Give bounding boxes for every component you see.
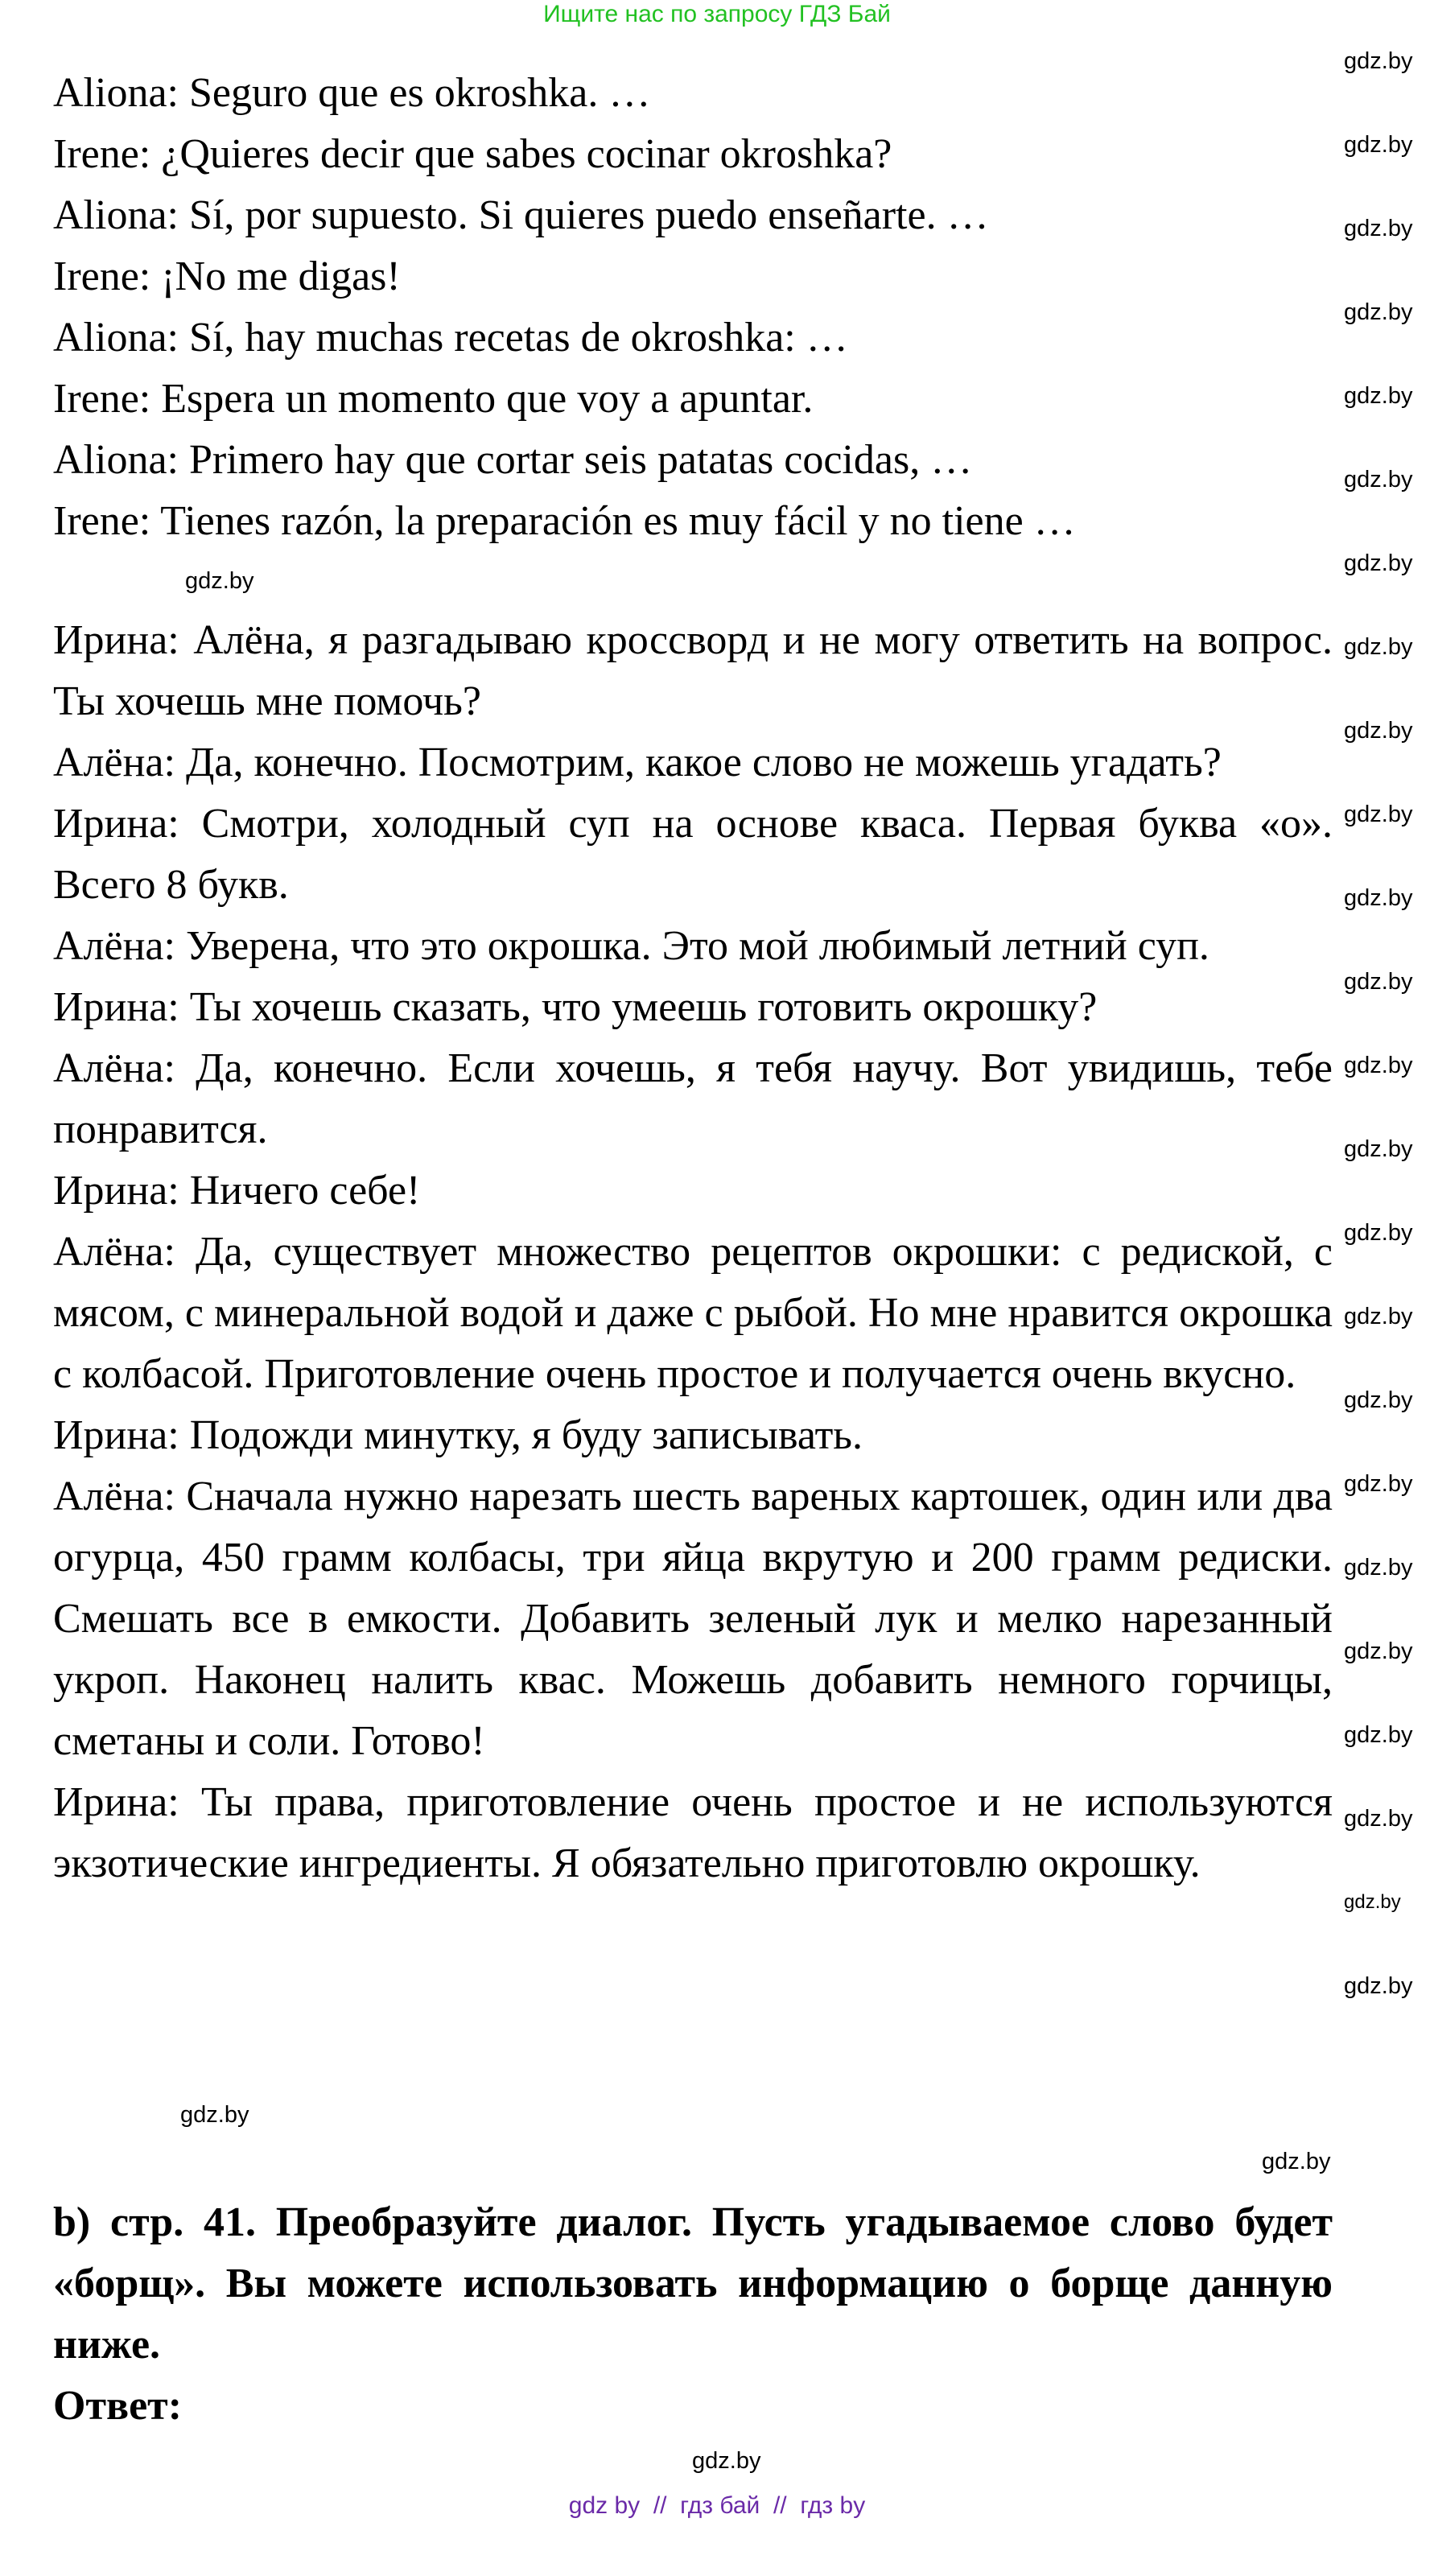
dialogue-line: Irene: Espera un momento que voy a apuntar.	[53, 376, 814, 422]
watermark: gdz.by	[1344, 1973, 1413, 1999]
task-section	[53, 2192, 1333, 2437]
watermark: gdz.by	[1344, 48, 1413, 74]
watermark: gdz.by	[1344, 1387, 1413, 1413]
watermark: gdz.by	[185, 568, 254, 594]
dialogue-line: Алёна: Да, конечно. Если хочешь, я тебя научу. Вот увидишь, тебе понравится.	[53, 1045, 1333, 1152]
watermark: gdz.by	[1344, 969, 1413, 995]
dialogue-line: Irene: ¡No me digas!	[53, 253, 401, 299]
dialogue-line: Ирина: Ты хочешь сказать, что умеешь готовить окрошку?	[53, 984, 1098, 1030]
watermark: gdz.by	[1344, 1471, 1413, 1497]
dialogue-line: Aliona: Sí, hay muchas recetas de okroshka: …	[53, 315, 848, 361]
watermark: gdz.by	[1344, 1891, 1401, 1913]
watermark: gdz.by	[180, 2102, 249, 2128]
watermark: gdz.by	[1344, 885, 1413, 911]
dialogue-line: Алёна: Да, конечно. Посмотрим, какое слово не можешь угадать?	[53, 740, 1222, 785]
watermark: gdz.by	[1344, 1638, 1413, 1664]
dialogue-line: Ирина: Алёна, я разгадываю кроссворд и не могу ответить на вопрос. Ты хочешь мне помочь?	[53, 617, 1333, 724]
search-hint-banner: Ищите нас по запросу ГДЗ Бай	[543, 1, 891, 27]
watermark: gdz.by	[1344, 1136, 1413, 1162]
dialogue-line: Алёна: Сначала нужно нарезать шесть вареных картошек, один или два огурца, 450 грамм колбасы, три яйца вкрутую и 200 грамм редиски. Смешать все в емкости. Добавить зеленый лук и мелко нарезанный укроп. Наконец налить квас. Можешь добавить немного горчицы, сметаны и соли. Готово!	[53, 1473, 1333, 1764]
watermark: gdz.by	[1344, 1053, 1413, 1078]
russian-dialogue	[53, 610, 1333, 1894]
task-instruction: b) стр. 41. Преобразуйте диалог. Пусть угадываемое слово будет «борщ». Вы можете использовать информацию о борще данную ниже.	[53, 2199, 1333, 2368]
dialogue-line: Ирина: Ты права, приготовление очень простое и не используются экзотические ингредиенты. Я обязательно приготовлю окрошку.	[53, 1779, 1333, 1886]
dialogue-line: Алёна: Да, существует множество рецептов окрошки: с редиской, с мясом, с минеральной водой и даже с рыбой. Но мне нравится окрошка с колбасой. Приготовление очень простое и получается очень вкусно.	[53, 1229, 1333, 1397]
watermark: gdz.by	[1344, 802, 1413, 827]
spanish-dialogue	[53, 63, 1333, 552]
dialogue-line: Ирина: Смотри, холодный суп на основе кваса. Первая буква «о». Всего 8 букв.	[53, 801, 1333, 908]
watermark: gdz.by	[1344, 467, 1413, 493]
dialogue-line: Ирина: Ничего себе!	[53, 1168, 421, 1214]
watermark: gdz.by	[1344, 1722, 1413, 1748]
watermark: gdz.by	[1344, 1555, 1413, 1581]
dialogue-line: Алёна: Уверена, что это окрошка. Это мой любимый летний суп.	[53, 923, 1209, 969]
watermark: gdz.by	[1344, 634, 1413, 660]
answer-label: Ответ:	[53, 2383, 183, 2429]
footer-links[interactable]: gdz by // гдз бай // гдз by	[568, 2492, 866, 2519]
watermark: gdz.by	[1344, 550, 1413, 576]
watermark: gdz.by	[1344, 1806, 1413, 1832]
watermark: gdz.by	[1344, 299, 1413, 325]
dialogue-line: Irene: Tienes razón, la preparación es muy fácil y no tiene …	[53, 498, 1076, 544]
dialogue-line: Ирина: Подожди минутку, я буду записывать.	[53, 1412, 863, 1458]
watermark: gdz.by	[1344, 1220, 1413, 1246]
watermark: gdz.by	[692, 2448, 761, 2474]
dialogue-line: Aliona: Primero hay que cortar seis patatas cocidas, …	[53, 437, 973, 483]
dialogue-line: Aliona: Sí, por supuesto. Si quieres puedo enseñarte. …	[53, 192, 989, 238]
watermark: gdz.by	[1262, 2149, 1331, 2174]
watermark: gdz.by	[1344, 132, 1413, 158]
watermark: gdz.by	[1344, 718, 1413, 744]
watermark: gdz.by	[1344, 383, 1413, 409]
watermark: gdz.by	[1344, 216, 1413, 241]
dialogue-line: Irene: ¿Quieres decir que sabes cocinar okroshka?	[53, 131, 892, 177]
dialogue-line: Aliona: Seguro que es okroshka. …	[53, 70, 651, 116]
watermark: gdz.by	[1344, 1304, 1413, 1329]
